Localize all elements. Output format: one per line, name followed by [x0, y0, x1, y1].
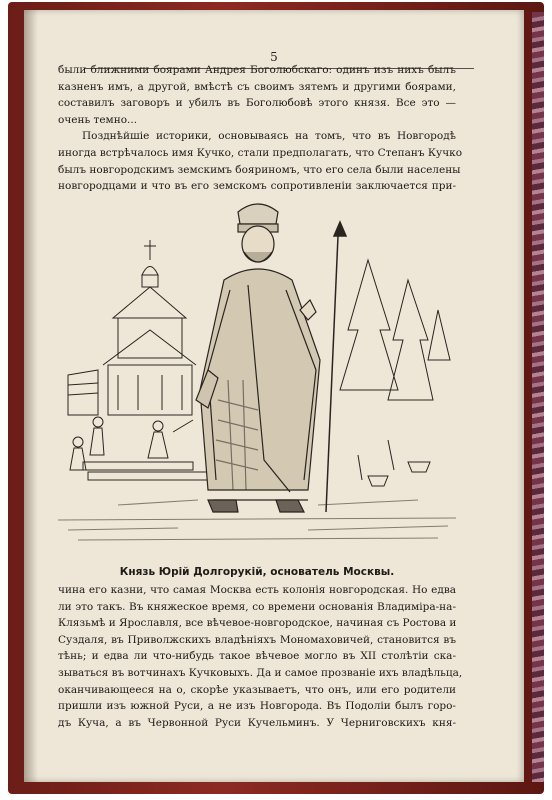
ground-hatching — [58, 500, 456, 540]
text-line: зываться въ вотчинахъ Кучковыхъ. Да и самое прозваніе ихъ владѣльца, — [58, 666, 463, 679]
body-text-top — [58, 62, 463, 195]
body-text-bottom — [58, 582, 463, 731]
text-line: Суздаля, въ Приволжскихъ владѣніяхъ Мономаховичей, становится въ — [58, 633, 456, 646]
marbled-edge — [532, 12, 544, 782]
text-line: очень темно... — [58, 113, 138, 126]
text-line: ли это такъ. Въ княжеское время, со времени основанія Владиміра-на- — [58, 600, 456, 613]
text-line: иногда встрѣчалось имя Кучко, стали предполагать, что Степанъ Кучко — [58, 146, 463, 159]
text-line: пришли изъ южной Руси, а не изъ Новгорода. Въ Подоліи былъ горо- — [58, 700, 456, 713]
prince-figure — [196, 204, 320, 512]
text-line: новгородцами и что въ его земскомъ сопротивленіи заключается при- — [58, 180, 456, 193]
page-gutter — [24, 10, 38, 782]
text-line: Позднѣйшіе историки, основываясь на томъ, что въ Новгородѣ — [82, 130, 456, 143]
text-line: дъ Куча, а въ Червонной Руси Кучельминъ. У Черниговскихъ кня- — [58, 716, 456, 729]
illustration-caption: Князь Юрій Долгорукій, основатель Москвы. — [119, 566, 395, 578]
text-line: оканчивающееся на о, скорѣе указываетъ, что онъ, или его родители — [58, 683, 456, 696]
staff-drawing — [326, 222, 346, 512]
text-line: тѣнь; и едва ли что-нибудь такое вѣчевое могло въ XII столѣтіи ска- — [58, 650, 456, 663]
text-line: чина его казни, что самая Москва есть колонія новгородская. Но едва — [58, 584, 456, 596]
text-line: Клязьмѣ и Ярославля, все вѣчевое-новгородское, начиная съ Ростова и — [58, 617, 457, 630]
trees-drawing — [340, 260, 450, 486]
page-number: 5 — [270, 50, 278, 64]
engraving-illustration — [58, 200, 456, 558]
text-line: казненъ имъ, а другой, вмѣстѣ съ своимъ зятемъ и другими боярами, — [58, 80, 456, 93]
church-drawing — [68, 240, 196, 415]
workers-drawing — [70, 417, 208, 480]
text-line: составилъ заговоръ и убилъ въ Боголюбовѣ этого князя. Все это — — [58, 97, 456, 110]
text-line: были ближними боярами Андрея Боголюбскаго: одинъ изъ нихъ былъ — [58, 64, 456, 76]
text-line: былъ новгородскимъ земскимъ бояриномъ, что его села были населены — [58, 163, 461, 176]
